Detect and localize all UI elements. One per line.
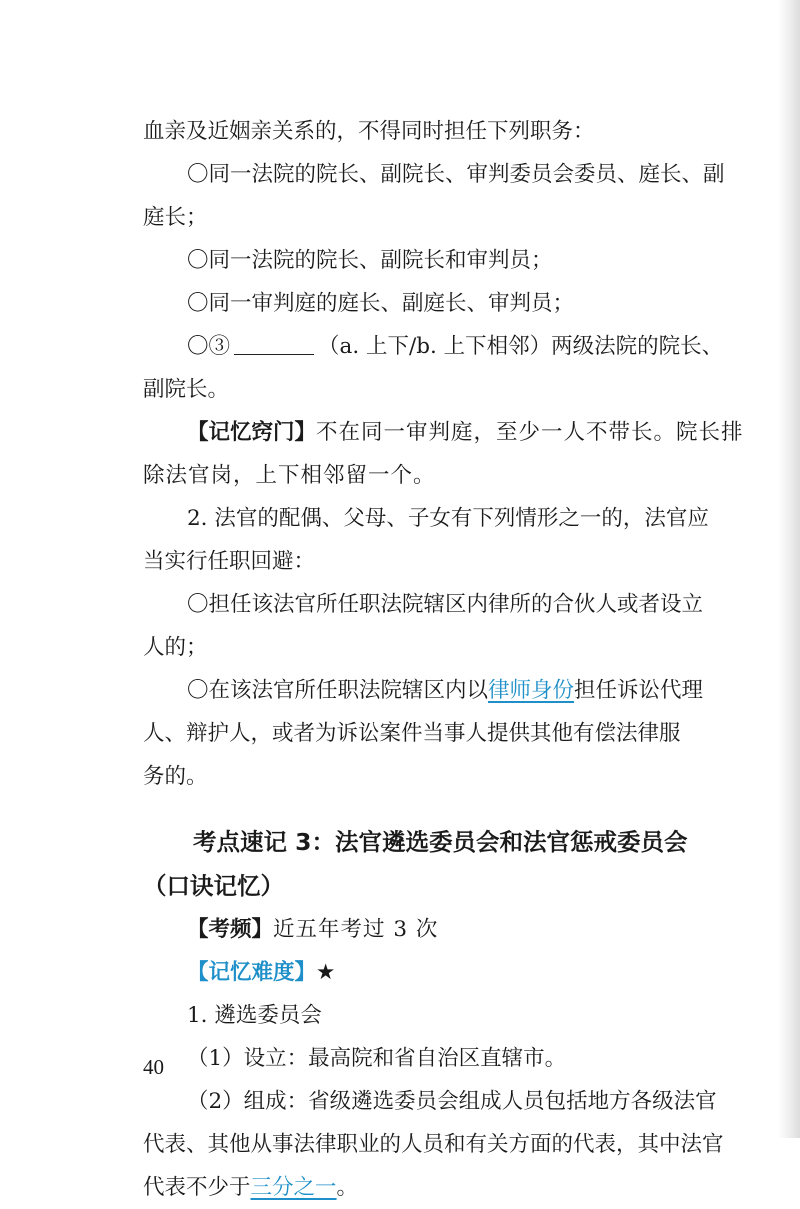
difficulty-label: 【记忆难度】 xyxy=(187,960,317,985)
difficulty-line xyxy=(143,951,705,994)
text-line: 〇同一法院的院长、副院长、审判委员会委员、庭长、副 xyxy=(187,162,725,187)
text-line: 〇担任该法官所任职法院辖区内律所的合伙人或者设立 xyxy=(187,592,704,617)
text-span: （a. 上下/b. 上下相邻）两级法院的院长、 xyxy=(318,334,724,359)
text-line: 〇同一审判庭的庭长、副庭长、审判员； xyxy=(187,291,575,316)
memory-tip-text: 除法官岗，上下相邻留一个。 xyxy=(143,463,436,488)
memory-tip xyxy=(143,411,744,454)
text-line: 副院长。 xyxy=(143,377,230,402)
frequency-label: 【考频】 xyxy=(187,917,274,942)
frequency-line xyxy=(143,908,705,951)
list-marker: 〇③ xyxy=(187,334,231,359)
section-heading-sub: （口诀记忆） xyxy=(143,872,284,900)
text-line: 人、辩护人，或者为诉讼案件当事人提供其他有偿法律服 xyxy=(143,721,681,746)
text-line: 2. 法官的配偶、父母、子女有下列情形之一的，法官应 xyxy=(187,506,709,531)
page-edge-shadow xyxy=(778,0,800,1138)
page-number: 40 xyxy=(143,1055,164,1079)
fill-in-line xyxy=(143,325,724,368)
text-span: 代表不少于 xyxy=(143,1175,251,1200)
frequency-text: 近五年考过 3 次 xyxy=(273,917,439,942)
text-line: 血亲及近姻亲关系的，不得同时担任下列职务： xyxy=(143,119,595,144)
text-line: 人的； xyxy=(143,635,208,660)
highlight-link[interactable]: 律师身份 xyxy=(488,678,575,703)
text-line-with-link xyxy=(143,1166,705,1209)
highlight-link[interactable]: 三分之一 xyxy=(250,1175,337,1200)
text-line: （1）设立：最高院和省自治区直辖市。 xyxy=(187,1046,567,1071)
memory-tip-label: 【记忆窍门】 xyxy=(187,420,317,445)
text-line: 务的。 xyxy=(143,764,208,789)
section-heading: 考点速记 3：法官遴选委员会和法官惩戒委员会 xyxy=(193,828,688,856)
text-line: （2）组成：省级遴选委员会组成人员包括地方各级法官 xyxy=(187,1089,717,1114)
text-line: 当实行任职回避： xyxy=(143,549,316,574)
star-icon: ★ xyxy=(316,960,336,985)
text-span: 〇在该法官所任职法院辖区内以 xyxy=(187,678,489,703)
fill-in-blank[interactable] xyxy=(234,332,314,355)
text-line: 1. 遴选委员会 xyxy=(187,1003,322,1028)
page-content xyxy=(143,110,744,1209)
text-line: 代表、其他从事法律职业的人员和有关方面的代表，其中法官 xyxy=(143,1132,724,1157)
text-span: 担任诉讼代理 xyxy=(574,678,704,703)
text-line: 〇同一法院的院长、副院长和审判员； xyxy=(187,248,553,273)
memory-tip-text: 不在同一审判庭，至少一人不带长。院长排 xyxy=(316,420,744,445)
text-span: 。 xyxy=(336,1175,359,1200)
text-line-with-link xyxy=(143,669,705,712)
text-line: 庭长； xyxy=(143,205,208,230)
